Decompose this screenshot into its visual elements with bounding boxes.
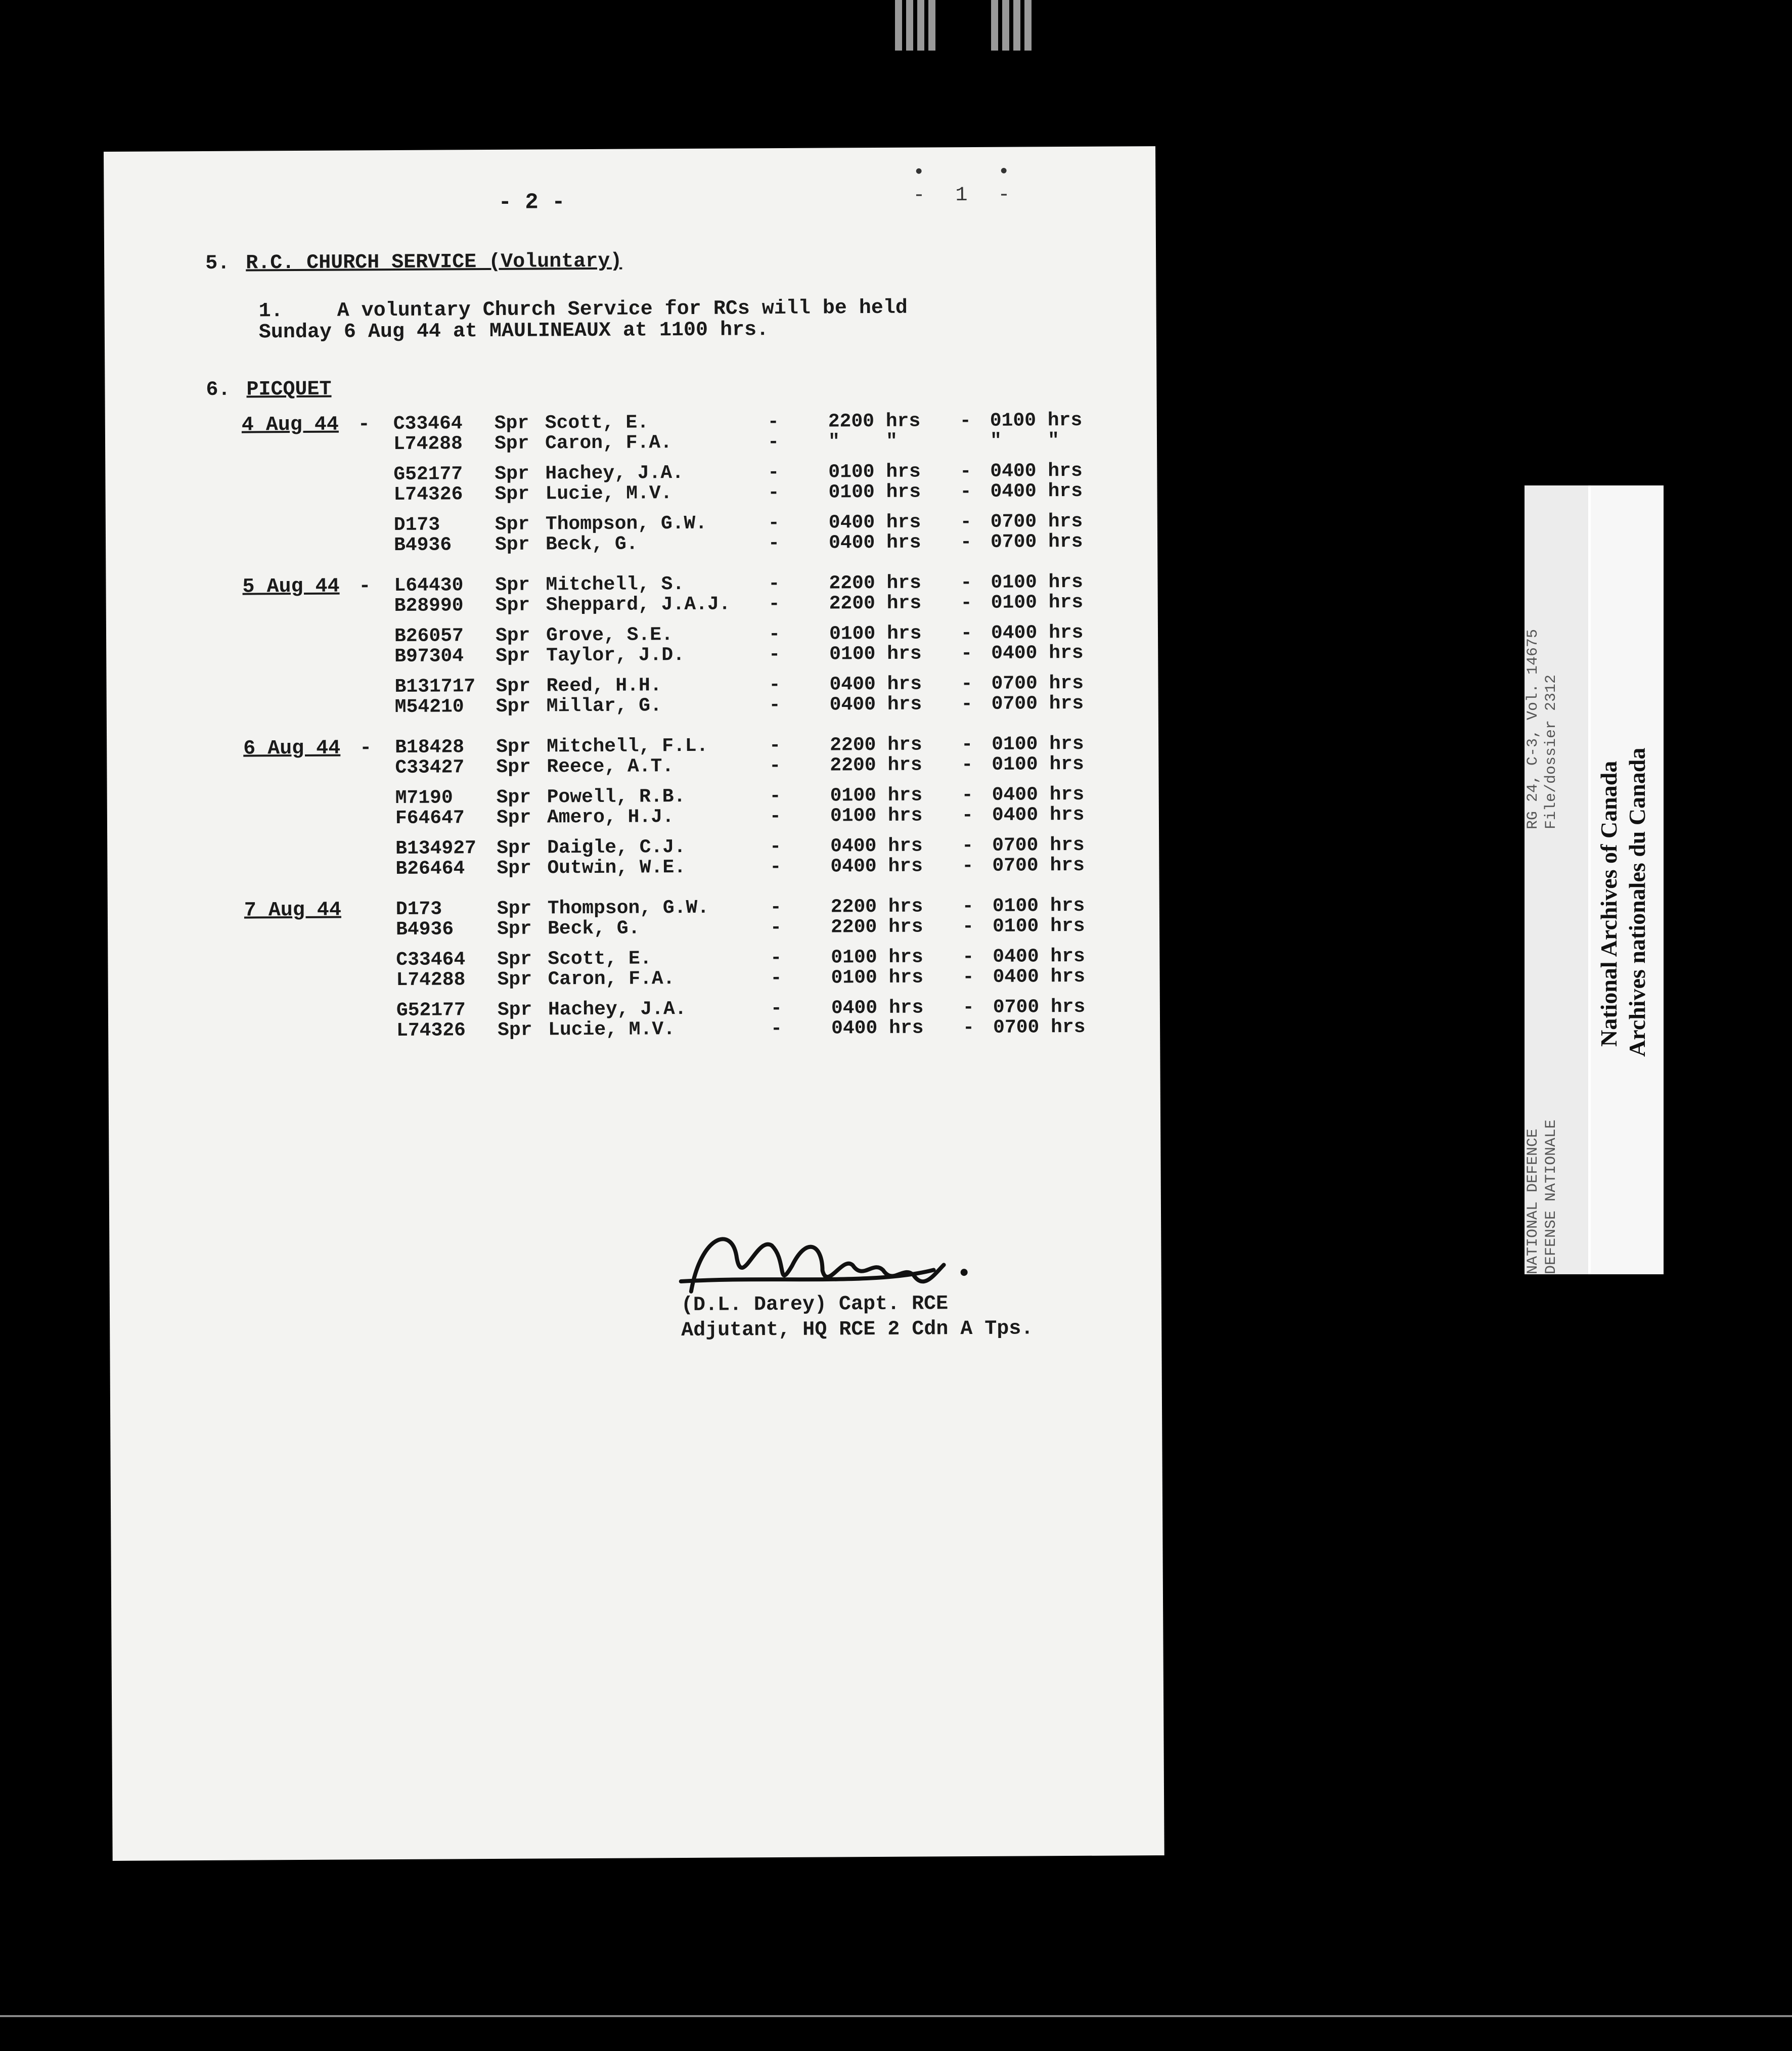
- time-separator: -: [961, 805, 973, 827]
- time-to: 0400 hrs: [993, 945, 1085, 968]
- soldier-name: Beck, G.: [547, 917, 640, 940]
- time-from: 0400 hrs: [829, 693, 922, 716]
- section-6-number: 6.: [206, 378, 231, 402]
- roster-row: [394, 592, 1092, 617]
- soldier-name: Grove, S.E.: [546, 624, 673, 647]
- row-dash: -: [768, 623, 780, 646]
- time-from: 0400 hrs: [831, 1017, 924, 1040]
- time-from: 0400 hrs: [828, 531, 921, 554]
- time-to: 0100 hrs: [991, 591, 1084, 614]
- rank: Spr: [496, 695, 531, 718]
- time-to: 0700 hrs: [992, 834, 1085, 857]
- time-from: 0400 hrs: [828, 511, 921, 534]
- time-from: 2200 hrs: [830, 916, 923, 939]
- service-number: B97304: [394, 645, 464, 668]
- time-separator: -: [962, 966, 974, 989]
- time-to: 0400 hrs: [990, 480, 1083, 503]
- rank: Spr: [495, 533, 530, 556]
- time-to: 0700 hrs: [990, 530, 1083, 553]
- time-from: 2200 hrs: [830, 754, 922, 777]
- time-from: 0100 hrs: [831, 966, 924, 989]
- roster-row: [394, 642, 1092, 668]
- roster-row: [396, 966, 1094, 992]
- time-from: 0400 hrs: [830, 835, 923, 858]
- service-number: B26057: [394, 625, 464, 648]
- time-to: 0400 hrs: [991, 642, 1084, 664]
- time-separator: -: [961, 673, 973, 695]
- day-label: 5 Aug 44: [242, 575, 340, 599]
- rank: Spr: [497, 837, 531, 859]
- top-marks: • • -1-: [913, 161, 1041, 207]
- row-dash: -: [770, 1017, 783, 1040]
- rank: Spr: [496, 786, 531, 809]
- time-to: 0400 hrs: [993, 965, 1086, 988]
- time-from: 2200 hrs: [830, 734, 922, 756]
- section-5-line-2: Sunday 6 Aug 44 at MAULINEAUX at 1100 hrs.: [258, 319, 769, 344]
- time-from: 0100 hrs: [831, 946, 923, 969]
- time-separator: -: [962, 1017, 975, 1039]
- service-number: L74326: [393, 483, 463, 506]
- row-dash: -: [769, 644, 781, 666]
- row-dash: -: [769, 785, 781, 808]
- time-to: " ": [990, 430, 1059, 452]
- service-number: D173: [395, 898, 442, 920]
- time-from: 2200 hrs: [830, 896, 923, 918]
- section-5-number: 5.: [205, 252, 230, 275]
- time-from: 0100 hrs: [829, 643, 922, 665]
- rank: Spr: [496, 756, 531, 778]
- row-dash: -: [770, 997, 782, 1020]
- rank: Spr: [497, 999, 532, 1021]
- time-from: 0100 hrs: [830, 784, 923, 807]
- roster-row: [393, 430, 1091, 456]
- service-number: B134927: [395, 837, 476, 860]
- rank: Spr: [497, 918, 532, 940]
- soldier-name: Daigle, C.J.: [547, 836, 686, 859]
- time-separator: -: [959, 410, 971, 432]
- day-dash: -: [360, 737, 372, 760]
- rank: Spr: [497, 968, 532, 991]
- rank: Spr: [496, 736, 531, 758]
- roster-row: [393, 480, 1091, 506]
- service-number: C33464: [393, 413, 463, 435]
- dept-line-1: NATIONAL DEFENCE: [1525, 1128, 1542, 1274]
- soldier-name: Mitchell, F.L.: [547, 735, 708, 758]
- time-to: 0400 hrs: [990, 460, 1083, 482]
- time-from: 0400 hrs: [830, 855, 923, 878]
- dept-line-2: DEFENSE NATIONALE: [1543, 1119, 1560, 1274]
- row-dash: -: [767, 431, 779, 454]
- time-from: 0100 hrs: [830, 805, 923, 827]
- rank: Spr: [497, 948, 532, 970]
- roster-row: [394, 531, 1092, 557]
- film-mark-right: [991, 0, 1032, 51]
- time-separator: -: [960, 531, 972, 554]
- soldier-name: Lucie, M.V.: [548, 1018, 676, 1041]
- time-separator: -: [960, 461, 972, 483]
- soldier-name: Hachey, J.A.: [548, 998, 687, 1021]
- rank: Spr: [495, 574, 530, 596]
- time-separator: -: [961, 734, 973, 756]
- time-to: 0700 hrs: [990, 510, 1083, 533]
- section-5-line-1: A voluntary Church Service for RCs will be held: [337, 296, 908, 323]
- time-to: 0700 hrs: [993, 996, 1086, 1018]
- time-to: 0700 hrs: [993, 1016, 1086, 1039]
- row-dash: -: [768, 512, 780, 534]
- row-dash: -: [770, 917, 782, 939]
- row-dash: -: [770, 897, 782, 919]
- soldier-name: Powell, R.B.: [547, 785, 686, 809]
- service-number: B4936: [395, 918, 454, 941]
- service-number: F64647: [395, 807, 465, 829]
- section-5-para-number: 1.: [258, 300, 283, 323]
- soldier-name: Thompson, G.W.: [545, 512, 707, 536]
- row-dash: -: [769, 755, 781, 777]
- service-number: B131717: [394, 676, 476, 698]
- service-number: L74288: [393, 433, 463, 456]
- time-separator: -: [962, 916, 974, 938]
- time-from: 0100 hrs: [828, 461, 921, 483]
- day-label: 7 Aug 44: [244, 899, 342, 922]
- page-number: - 2 -: [498, 190, 565, 215]
- archive-tag: [1525, 485, 1661, 1274]
- rank: Spr: [495, 483, 530, 505]
- time-to: 0700 hrs: [991, 692, 1084, 715]
- row-dash: -: [769, 674, 781, 696]
- time-to: 0100 hrs: [991, 571, 1084, 594]
- time-from: 0400 hrs: [829, 673, 922, 696]
- section-5-title: R.C. CHURCH SERVICE (Voluntary): [246, 250, 622, 275]
- archive-name-fr: Archives nationales du Canada: [1624, 747, 1650, 1057]
- time-from: 2200 hrs: [829, 592, 922, 615]
- time-to: 0700 hrs: [991, 672, 1084, 695]
- time-from: 0100 hrs: [829, 622, 922, 645]
- day-label: 4 Aug 44: [241, 413, 339, 437]
- archive-name-en: National Archives of Canada: [1596, 761, 1622, 1047]
- soldier-name: Reed, H.H.: [546, 675, 662, 697]
- rank: Spr: [495, 625, 530, 647]
- time-from: 2200 hrs: [828, 410, 921, 433]
- row-dash: -: [769, 735, 781, 757]
- soldier-name: Reece, A.T.: [547, 755, 674, 778]
- time-separator: -: [961, 754, 973, 776]
- soldier-name: Millar, G.: [546, 695, 662, 718]
- time-separator: -: [961, 784, 973, 807]
- service-number: C33464: [396, 949, 466, 971]
- rank: Spr: [497, 1019, 532, 1041]
- soldier-name: Taylor, J.D.: [546, 644, 685, 667]
- time-to: 0400 hrs: [992, 804, 1085, 826]
- service-number: M7190: [395, 787, 453, 809]
- service-number: B4936: [393, 534, 452, 557]
- section-6-title: PICQUET: [246, 378, 332, 402]
- rank: Spr: [496, 645, 530, 667]
- service-number: B28990: [394, 595, 464, 617]
- time-separator: -: [960, 481, 972, 503]
- soldier-name: Lucie, M.V.: [545, 482, 673, 505]
- film-bottom-line: [0, 2015, 1792, 2017]
- soldier-name: Beck, G.: [545, 533, 638, 556]
- time-separator: -: [960, 511, 972, 533]
- roster-row: [395, 753, 1093, 779]
- soldier-name: Scott, E.: [548, 948, 652, 970]
- time-separator: -: [961, 643, 973, 665]
- row-dash: -: [768, 532, 780, 555]
- rank: Spr: [495, 594, 530, 616]
- rank: Spr: [495, 513, 530, 536]
- soldier-name: Caron, F.A.: [548, 968, 675, 991]
- row-dash: -: [770, 836, 782, 858]
- time-separator: -: [961, 693, 973, 716]
- rank: Spr: [496, 675, 531, 697]
- roster-row: [395, 693, 1093, 719]
- time-from: 0100 hrs: [828, 481, 921, 504]
- rank: Spr: [495, 463, 529, 485]
- signature-name-line: (D.L. Darey) Capt. RCE: [681, 1292, 949, 1317]
- service-number: L74326: [396, 1019, 466, 1042]
- row-dash: -: [767, 411, 779, 433]
- soldier-name: Outwin, W.E.: [547, 856, 686, 879]
- soldier-name: Caron, F.A.: [545, 432, 672, 455]
- row-dash: -: [770, 947, 782, 969]
- time-to: 0100 hrs: [990, 409, 1083, 432]
- roster-row: [396, 915, 1094, 941]
- service-number: G52177: [396, 999, 466, 1021]
- archive-ref-line-1: RG 24, C-3, Vol. 14675: [1525, 629, 1542, 829]
- rank: Spr: [497, 898, 532, 920]
- service-number: B26464: [395, 858, 465, 880]
- time-to: 0400 hrs: [992, 783, 1085, 806]
- row-dash: -: [768, 593, 780, 615]
- service-number: B18428: [395, 736, 465, 759]
- roster-row: [396, 1016, 1094, 1042]
- archive-ref-line-2: File/dossier 2312: [1543, 674, 1560, 829]
- day-dash: -: [359, 575, 371, 598]
- service-number: L74288: [396, 969, 466, 991]
- soldier-name: Thompson, G.W.: [547, 897, 709, 920]
- row-dash: -: [768, 462, 780, 484]
- time-from: 2200 hrs: [829, 572, 922, 595]
- time-separator: -: [962, 835, 974, 857]
- day-label: 6 Aug 44: [243, 737, 341, 761]
- rank: Spr: [496, 807, 531, 829]
- row-dash: -: [768, 482, 780, 504]
- time-to: 0100 hrs: [992, 895, 1085, 917]
- service-number: D173: [393, 514, 440, 537]
- roster-row: [395, 855, 1093, 880]
- time-to: 0700 hrs: [992, 854, 1085, 877]
- row-dash: -: [770, 967, 782, 990]
- time-separator: -: [962, 946, 974, 968]
- soldier-name: Sheppard, J.A.J.: [546, 593, 731, 616]
- soldier-name: Amero, H.J.: [547, 806, 674, 829]
- section-5-heading: [205, 250, 622, 275]
- service-number: M54210: [394, 696, 464, 719]
- time-separator: -: [960, 622, 972, 645]
- rank: Spr: [497, 857, 531, 879]
- rank: Spr: [494, 412, 529, 434]
- time-separator: -: [962, 896, 974, 918]
- time-to: 0400 hrs: [991, 621, 1084, 644]
- service-number: G52177: [393, 463, 463, 486]
- time-from: 0400 hrs: [831, 997, 924, 1019]
- film-mark-left: [895, 0, 935, 51]
- soldier-name: Mitchell, S.: [546, 573, 685, 596]
- signature-title-line: Adjutant, HQ RCE 2 Cdn A Tps.: [681, 1317, 1034, 1343]
- row-dash: -: [769, 694, 781, 717]
- time-separator: -: [962, 997, 974, 1019]
- section-6-heading: [206, 378, 331, 402]
- time-separator: -: [960, 592, 972, 614]
- soldier-name: Hachey, J.A.: [545, 462, 684, 485]
- time-to: 0100 hrs: [992, 733, 1084, 755]
- service-number: C33427: [395, 756, 465, 779]
- service-number: L64430: [394, 574, 464, 597]
- row-dash: -: [768, 573, 780, 595]
- day-dash: -: [357, 413, 370, 436]
- document-page: [104, 146, 1164, 1861]
- time-to: 0100 hrs: [992, 915, 1085, 938]
- row-dash: -: [770, 856, 782, 878]
- roster-row: [395, 804, 1093, 830]
- rank: Spr: [494, 432, 529, 455]
- row-dash: -: [769, 806, 781, 828]
- time-to: 0100 hrs: [992, 753, 1084, 776]
- time-separator: -: [960, 572, 972, 594]
- soldier-name: Scott, E.: [545, 412, 649, 434]
- time-separator: -: [962, 855, 974, 877]
- archive-label: [1588, 485, 1664, 1274]
- time-from: " ": [828, 430, 898, 453]
